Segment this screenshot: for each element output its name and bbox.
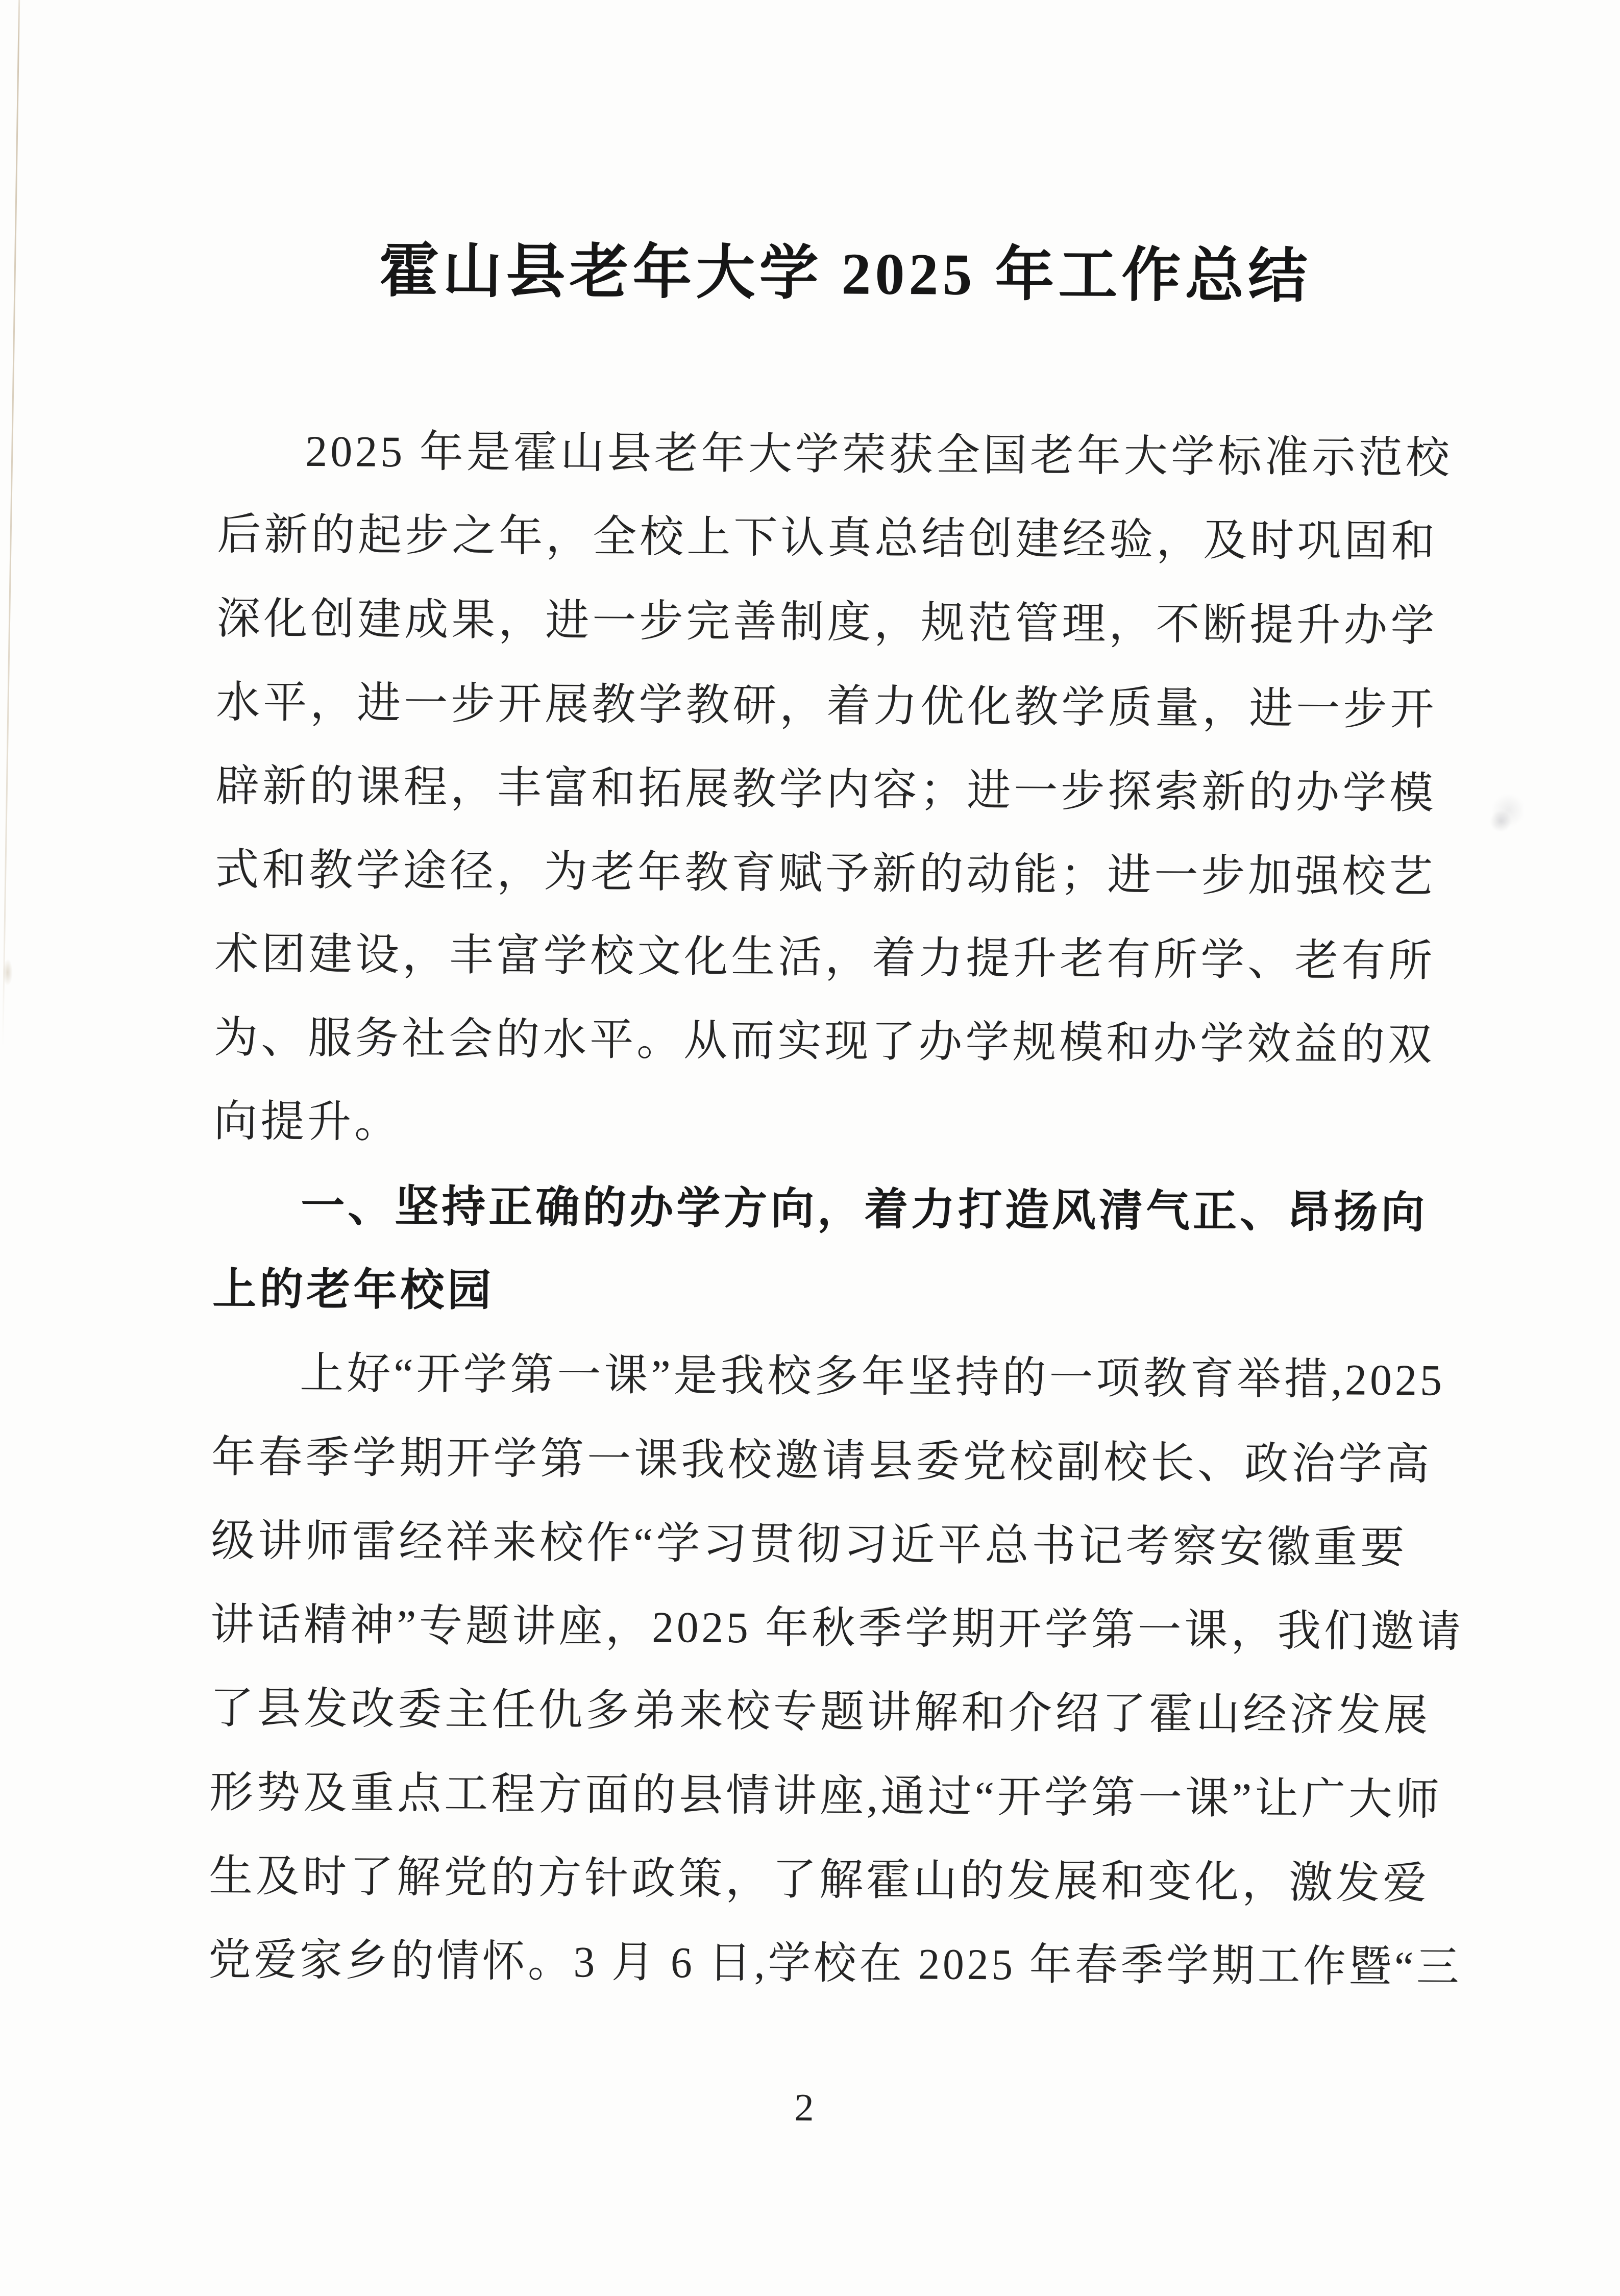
text-line: 式和教学途径，为老年教育赋予新的动能；进一步加强校艺 bbox=[214, 845, 1436, 902]
text-line: 深化创建成果，进一步完善制度，规范管理，不断提升办学 bbox=[216, 594, 1438, 651]
text-line: 党爱家乡的情怀。3 月 6 日,学校在 2025 年春季学期工作暨“三 bbox=[208, 1935, 1462, 1992]
text-line: 一、坚持正确的办学方向，着力打造风清气正、昂扬向 bbox=[300, 1181, 1428, 1238]
left-crease-line bbox=[2, 0, 20, 1046]
left-crease-fade-mark bbox=[1, 954, 14, 990]
paragraph bbox=[213, 409, 1471, 1171]
text-line: 年春季学期开学第一课我校邀请县委党校副校长、政治学高 bbox=[211, 1432, 1433, 1489]
text-line: 形势及重点工程方面的县情讲座,通过“开学第一课”让广大师 bbox=[209, 1767, 1443, 1824]
section-heading bbox=[212, 1164, 1467, 1339]
text-line: 辟新的课程，丰富和拓展教学内容；进一步探索新的办学模 bbox=[215, 761, 1437, 818]
text-line: 生及时了解党的方针政策，了解霍山的发展和变化，激发爱 bbox=[208, 1851, 1430, 1908]
text-line: 上的老年校园 bbox=[212, 1264, 495, 1316]
text-line: 上好“开学第一课”是我校多年坚持的一项教育举措,2025 bbox=[299, 1349, 1445, 1405]
text-line: 讲话精神”专题讲座，2025 年秋季学期开学第一课，我们邀请 bbox=[210, 1599, 1464, 1657]
text-line: 级讲师雷经祥来校作“学习贯彻习近平总书记考察安徽重要 bbox=[210, 1516, 1408, 1573]
text-line: 2025 年是霍山县老年大学荣获全国老年大学标准示范校 bbox=[305, 426, 1453, 483]
text-line: 术团建设，丰富学校文化生活，着力提升老有所学、老有所 bbox=[214, 929, 1436, 986]
text-line: 后新的起步之年，全校上下认真总结创建经验，及时巩固和 bbox=[216, 510, 1438, 566]
margin-smudge bbox=[1485, 793, 1524, 838]
text-line: 为、服务社会的水平。从而实现了办学规模和办学效益的双 bbox=[213, 1013, 1435, 1070]
page-number: 2 bbox=[794, 2086, 814, 2130]
document-body bbox=[208, 409, 1471, 2010]
text-line: 了县发改委主任仇多弟来校专题讲解和介绍了霍山经济发展 bbox=[209, 1684, 1431, 1740]
document-title: 霍山县老年大学 2025 年工作总结 bbox=[379, 238, 1312, 310]
text-line: 水平，进一步开展教学教研，着力优化教学质量，进一步开 bbox=[215, 677, 1437, 734]
text-line: 向提升。 bbox=[213, 1097, 402, 1147]
paragraph bbox=[208, 1331, 1466, 2009]
